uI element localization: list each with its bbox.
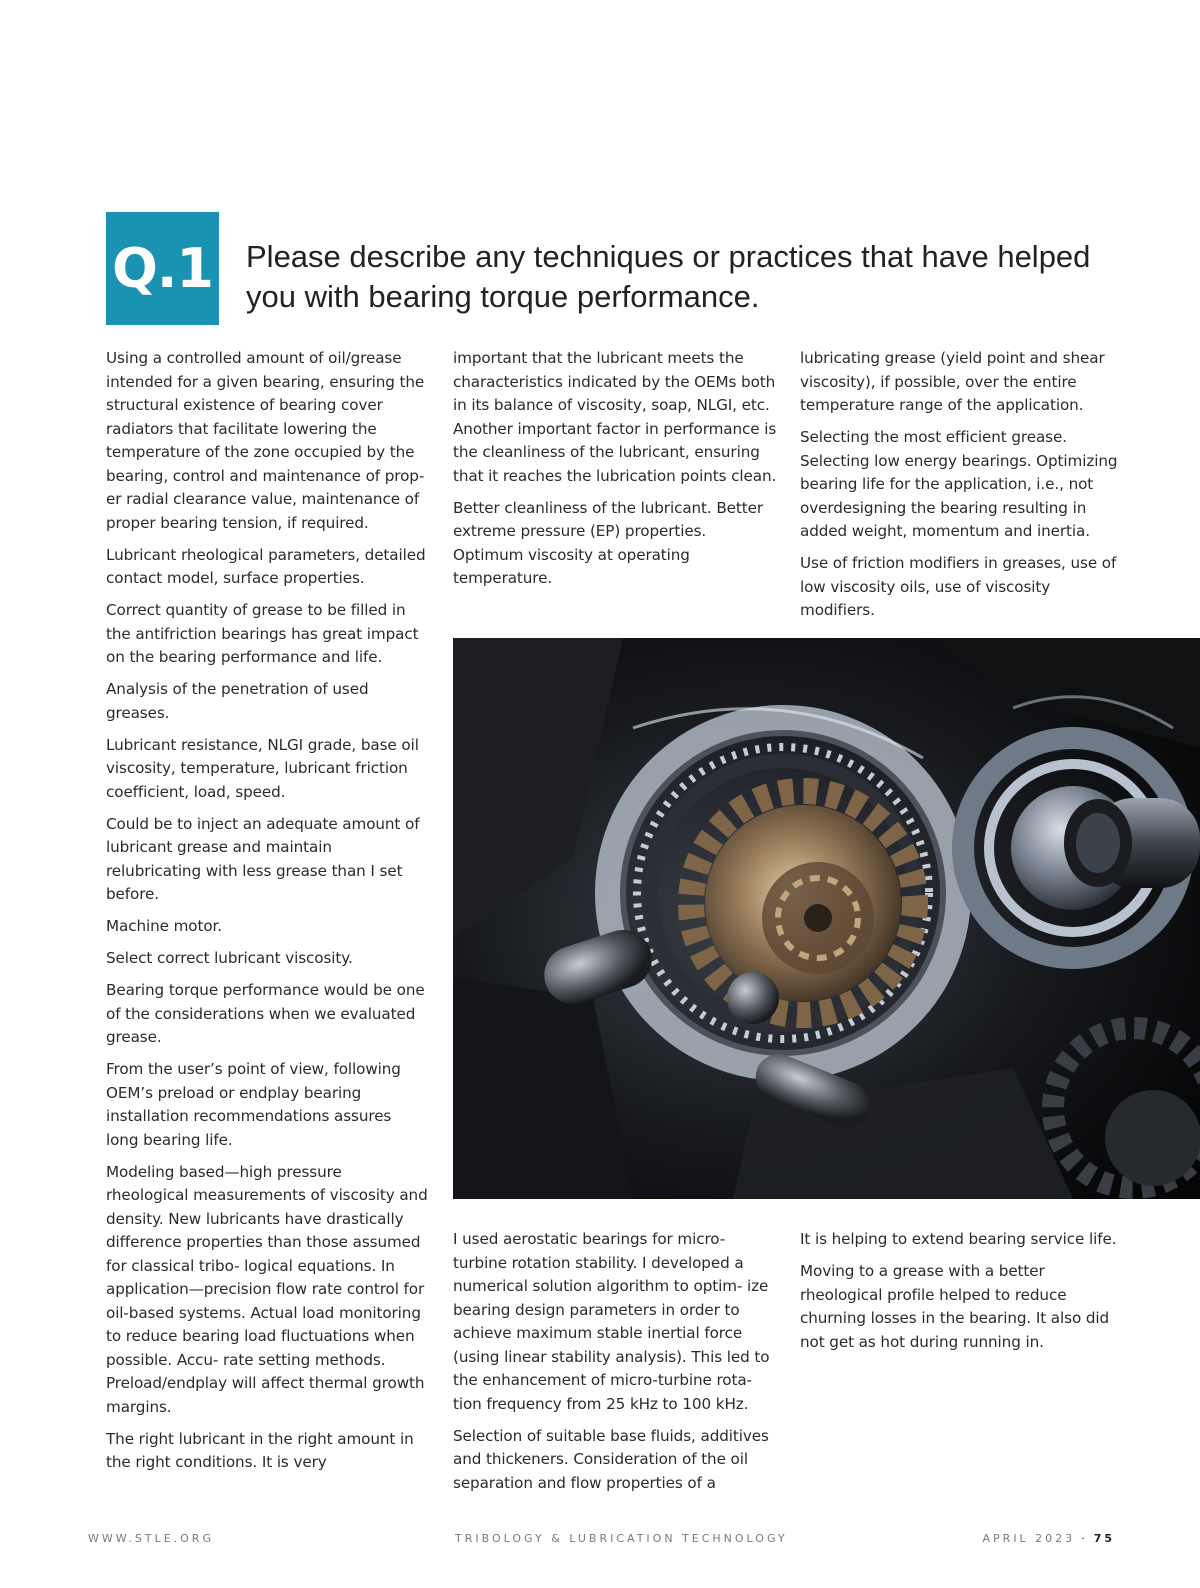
answer-paragraph: Using a controlled amount of oil/grease intended for a given bearing, ensuring the structural existence of bearing cover radiators that facilitate lowering the temperature of the zone occupied by the bearing, control and maintenance of prop- er radial clearance value, maintenance of proper bearing tension, if required. (106, 349, 425, 532)
answer-paragraph: Selection of suitable base fluids, additives and thickeners. Consideration of the oil separation and flow properties of a (453, 1426, 769, 1492)
footer-separator: · (1081, 1532, 1088, 1545)
answer-paragraph: Better cleanliness of the lubricant. Better extreme pressure (EP) properties. Optimum viscosity at operating temperature. (453, 498, 764, 587)
answer-paragraph: From the user’s point of view, following OEM’s preload or endplay bearing installation recommendations assures long bearing life. (106, 1060, 401, 1149)
answer-paragraph: Lubricant resistance, NLGI grade, base oil viscosity, temperature, lubricant friction coefficient, load, speed. (106, 735, 419, 801)
answers-column-3-top (800, 347, 1125, 631)
answers-column-2-top (453, 347, 778, 599)
footer-issue-date: APRIL 2023 (982, 1532, 1076, 1545)
footer-publication: TRIBOLOGY & LUBRICATION TECHNOLOGY (455, 1532, 788, 1545)
answer-paragraph: It is helping to extend bearing service life. (800, 1230, 1117, 1248)
answer-paragraph: Analysis of the penetration of used greases. (106, 680, 369, 722)
answer-paragraph: Selecting the most efficient grease. Selecting low energy bearings. Optimizing bearing life for the application, i.e., not overdesigning the bearing resulting in added weight, momentum and inertia. (800, 428, 1118, 540)
question-heading (246, 237, 1126, 317)
answer-paragraph: Lubricant rheological parameters, detailed contact model, surface properties. (106, 545, 426, 587)
answers-column-1 (106, 347, 428, 1483)
page-number: 75 (1093, 1532, 1115, 1545)
question-number-badge (106, 212, 219, 325)
bearing-gear-photo (453, 638, 1200, 1199)
footer-website: WWW.STLE.ORG (88, 1532, 214, 1545)
answer-paragraph: Correct quantity of grease to be filled in the antifriction bearings has great impact on the bearing performance and life. (106, 601, 419, 666)
answer-paragraph: Bearing torque performance would be one of the considerations when we evaluated grease. (106, 981, 425, 1046)
answer-paragraph: I used aerostatic bearings for micro- turbine rotation stability. I developed a numerical solution algorithm to optim- ize bearing design parameters in order to achieve maximum stable inertial force (using linear stability analysis). This led to the enhancement of micro-turbine rota- tion frequency from 25 kHz to 100 kHz. (453, 1230, 770, 1413)
answer-paragraph: Use of friction modifiers in greases, use of low viscosity oils, use of viscosity modifiers. (800, 554, 1117, 619)
footer-issue-page (983, 1532, 1115, 1545)
question-number: Q.1 (112, 237, 213, 300)
question-heading-line-2: you with bearing torque performance. (246, 279, 760, 314)
answer-paragraph: important that the lubricant meets the characteristics indicated by the OEMs both in its balance of viscosity, soap, NLGI, etc. Another important factor in performance is the cleanliness of the lubricant, ensuring that it reaches the lubrication points clean. (453, 349, 777, 485)
answer-paragraph: Modeling based—high pressure rheological measurements of viscosity and density. New lubricants have drastically difference properties than those assumed for classical tribo- logical equations. In application—precision flow rate control for oil-based systems. Actual load monitoring to reduce bearing load fluctuations when possible. Accu- rate setting methods. Preload/endplay will affect thermal growth margins. (106, 1162, 428, 1416)
answers-column-2-bottom (453, 1228, 778, 1504)
answer-paragraph: The right lubricant in the right amount in the right conditions. It is very (106, 1429, 414, 1471)
question-heading-line-1: Please describe any techniques or practices that have helped (246, 239, 1091, 274)
answer-paragraph: lubricating grease (yield point and shear viscosity), if possible, over the entire temperature range of the application. (800, 349, 1105, 414)
answer-paragraph: Could be to inject an adequate amount of lubricant grease and maintain relubricating with less grease than I set before. (106, 814, 420, 903)
answers-column-3-bottom (800, 1228, 1125, 1363)
answer-paragraph: Machine motor. (106, 917, 223, 935)
answer-paragraph: Select correct lubricant viscosity. (106, 949, 353, 967)
answer-paragraph: Moving to a grease with a better rheological profile helped to reduce churning losses in the bearing. It also did not get as hot during running in. (800, 1262, 1110, 1351)
